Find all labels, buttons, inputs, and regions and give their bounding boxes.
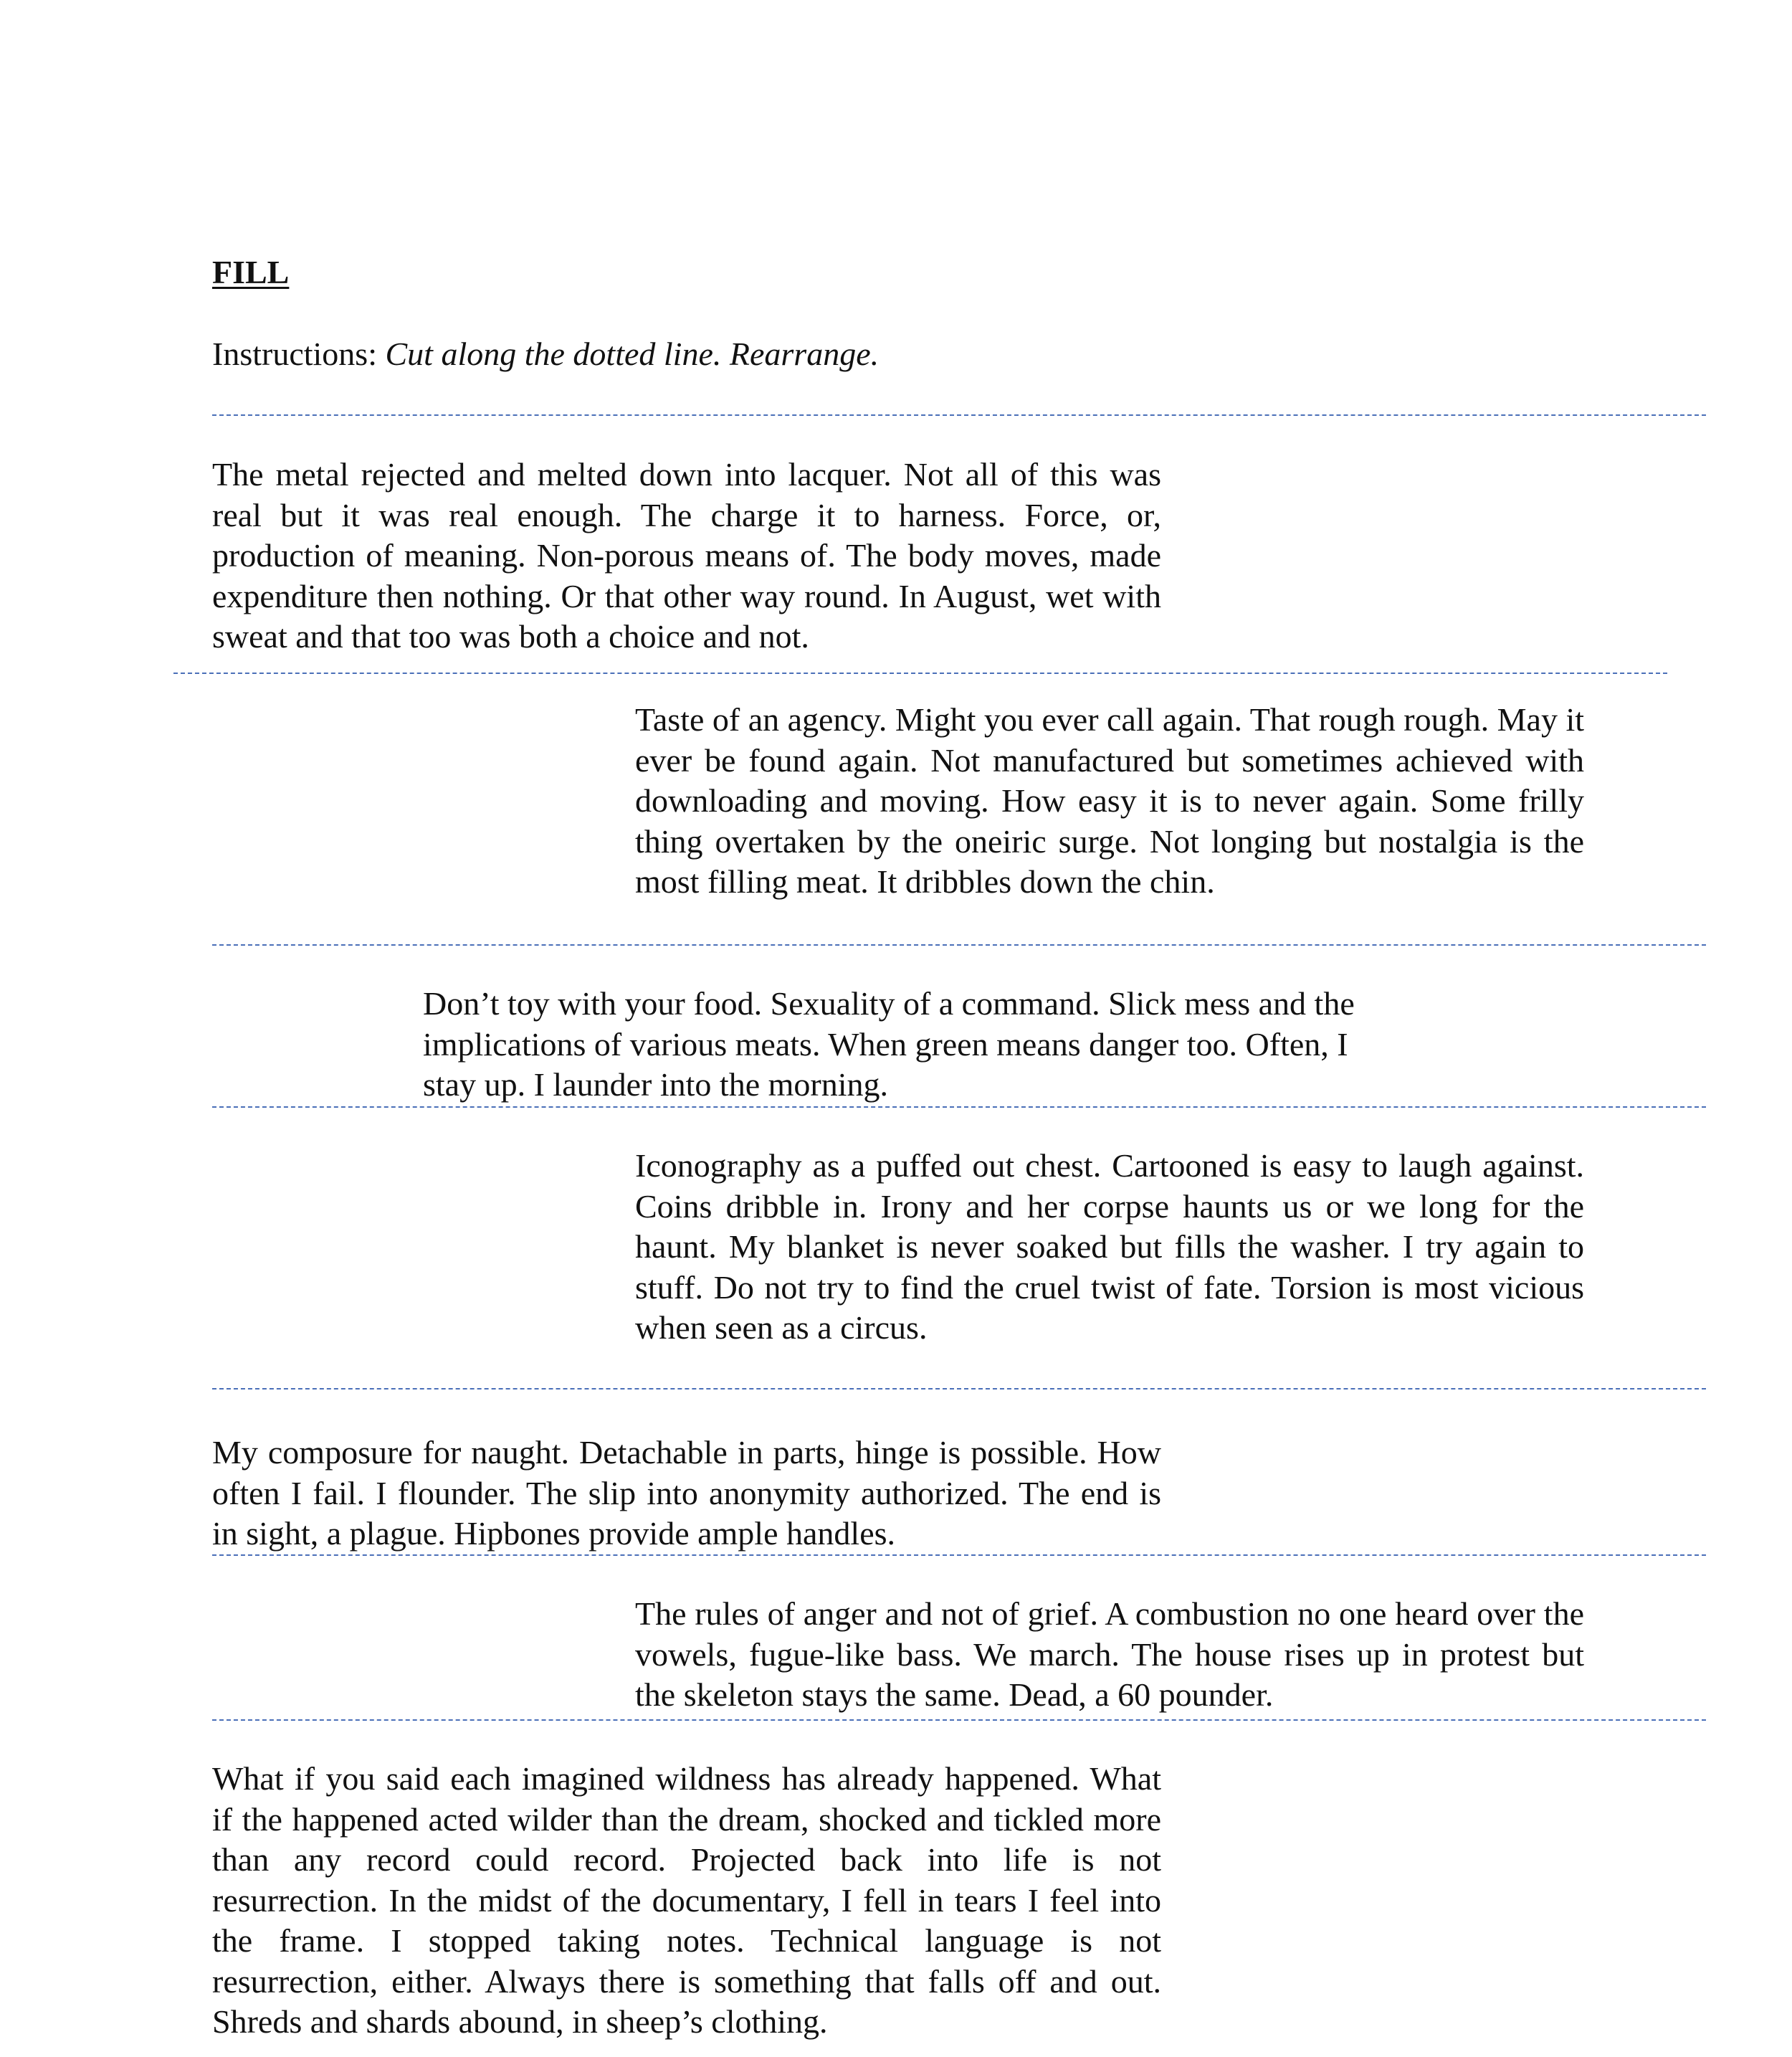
paragraph: The rules of anger and not of grief. A combustion no one heard over the vowels, fugue-like bass. We march. The house rises up in protest but the skeleton stays the same. Dead, a 60 pounder. <box>635 1595 1584 1713</box>
cut-line <box>212 1106 1706 1108</box>
page-title: FILL <box>212 254 290 290</box>
paragraph: My composure for naught. Detachable in parts, hinge is possible. How often I fail. I flounder. The slip into anonymity authorized. The end is in sight, a plague. Hipbones provide ample handles. <box>212 1434 1161 1552</box>
paragraph: Iconography as a puffed out chest. Cartooned is easy to laugh against. Coins dribble in. Irony and her corpse haunts us or we long for the haunt. My blanket is never soaked but fills the washer. I try again to stuff. Do not try to find the cruel twist of fate. Torsion is most vicious when seen as a circus. <box>635 1147 1584 1346</box>
paragraph: Taste of an agency. Might you ever call again. That rough rough. May it ever be found again. Not manufactured but sometimes achieved with downloading and moving. How easy it is to never again. Some frilly thing overtaken by the oneiric surge. Not longing but nostalgia is the most filling meat. It dribbles down the chin. <box>635 701 1585 900</box>
paragraph: What if you said each imagined wildness has already happened. What if the happened acted wilder than the dream, shocked and tickled more than any record could record. Projected back into life is not resurrection. In the midst of the documentary, I fell in tears I feel into the frame. I stopped taking notes. Technical language is not resurrection, either. Always there is something that falls off and out. Shreds and shards abound, in sheep’s clothing. <box>212 1760 1161 2040</box>
paragraph: Don’t toy with your food. Sexuality of a command. Slick mess and the implications of various meats. When green means danger too. Often, I stay up. I launder into the morning. <box>423 985 1355 1103</box>
cut-line <box>212 1719 1706 1721</box>
instructions <box>212 334 879 374</box>
instructions-text: Cut along the dotted line. Rearrange. <box>385 336 880 372</box>
instructions-label: Instructions: <box>212 336 386 372</box>
cut-line <box>173 673 1667 674</box>
cut-line <box>212 414 1706 416</box>
cut-line <box>212 944 1706 946</box>
paragraph: The metal rejected and melted down into lacquer. Not all of this was real but it was real enough. The charge it to harness. Force, or, production of meaning. Non-porous means of. The body moves, made expenditure then nothing. Or that other way round. In August, wet with sweat and that too was both a choice and not. <box>212 456 1161 655</box>
cut-line <box>212 1388 1706 1389</box>
cut-line <box>212 1554 1706 1556</box>
